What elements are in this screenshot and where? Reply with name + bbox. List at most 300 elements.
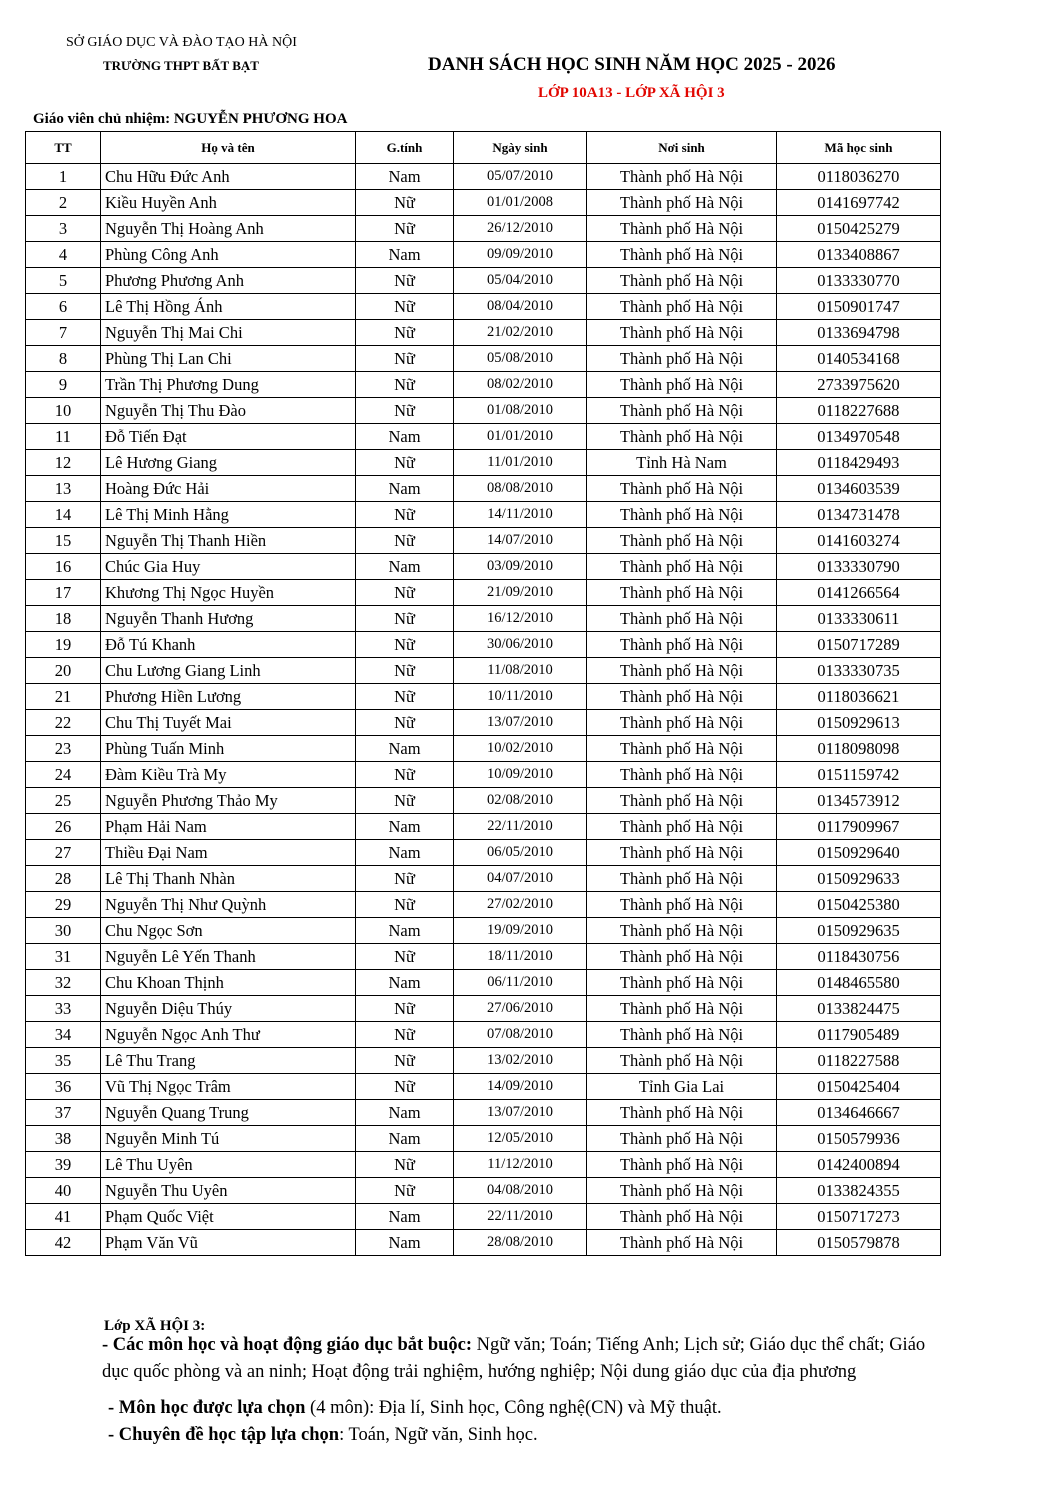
cell-student-id: 0151159742 <box>777 762 941 788</box>
cell-name: Phương Phương Anh <box>101 268 356 294</box>
cell-gender: Nữ <box>356 710 454 736</box>
cell-gender: Nam <box>356 736 454 762</box>
cell-birthplace: Thành phố Hà Nội <box>587 580 777 606</box>
cell-student-id: 0133824475 <box>777 996 941 1022</box>
cell-student-id: 0118036621 <box>777 684 941 710</box>
cell-tt: 2 <box>26 190 101 216</box>
cell-student-id: 0118098098 <box>777 736 941 762</box>
cell-dob: 08/04/2010 <box>454 294 587 320</box>
cell-gender: Nam <box>356 1230 454 1256</box>
cell-tt: 7 <box>26 320 101 346</box>
table-row <box>26 944 941 970</box>
cell-name: Lê Hương Giang <box>101 450 356 476</box>
table-row <box>26 242 941 268</box>
cell-student-id: 0133330611 <box>777 606 941 632</box>
cell-student-id: 0117905489 <box>777 1022 941 1048</box>
cell-dob: 22/11/2010 <box>454 814 587 840</box>
cell-gender: Nữ <box>356 684 454 710</box>
table-row <box>26 294 941 320</box>
table-row <box>26 1022 941 1048</box>
cell-student-id: 0134970548 <box>777 424 941 450</box>
table-row <box>26 398 941 424</box>
cell-dob: 26/12/2010 <box>454 216 587 242</box>
cell-gender: Nữ <box>356 372 454 398</box>
cell-student-id: 0150579878 <box>777 1230 941 1256</box>
cell-tt: 15 <box>26 528 101 554</box>
cell-student-id: 0133694798 <box>777 320 941 346</box>
cell-name: Phạm Văn Vũ <box>101 1230 356 1256</box>
cell-student-id: 0134731478 <box>777 502 941 528</box>
cell-name: Phùng Tuấn Minh <box>101 736 356 762</box>
cell-gender: Nữ <box>356 346 454 372</box>
table-row <box>26 1048 941 1074</box>
cell-tt: 41 <box>26 1204 101 1230</box>
cell-dob: 13/07/2010 <box>454 710 587 736</box>
cell-dob: 04/07/2010 <box>454 866 587 892</box>
cell-dob: 08/08/2010 <box>454 476 587 502</box>
cell-birthplace: Thành phố Hà Nội <box>587 840 777 866</box>
table-row <box>26 1230 941 1256</box>
cell-dob: 01/01/2008 <box>454 190 587 216</box>
cell-name: Chu Khoan Thịnh <box>101 970 356 996</box>
table-row <box>26 1152 941 1178</box>
cell-name: Phạm Quốc Việt <box>101 1204 356 1230</box>
cell-name: Nguyễn Thị Hoàng Anh <box>101 216 356 242</box>
cell-gender: Nam <box>356 476 454 502</box>
cell-birthplace: Thành phố Hà Nội <box>587 294 777 320</box>
table-row <box>26 450 941 476</box>
cell-student-id: 0150929635 <box>777 918 941 944</box>
cell-birthplace: Thành phố Hà Nội <box>587 866 777 892</box>
cell-birthplace: Thành phố Hà Nội <box>587 996 777 1022</box>
cell-birthplace: Thành phố Hà Nội <box>587 1100 777 1126</box>
cell-birthplace: Thành phố Hà Nội <box>587 788 777 814</box>
cell-student-id: 0142400894 <box>777 1152 941 1178</box>
cell-name: Chúc Gia Huy <box>101 554 356 580</box>
cell-student-id: 0118429493 <box>777 450 941 476</box>
cell-dob: 05/04/2010 <box>454 268 587 294</box>
cell-gender: Nữ <box>356 320 454 346</box>
elective-subjects <box>108 1398 722 1419</box>
cell-dob: 14/09/2010 <box>454 1074 587 1100</box>
table-row <box>26 1126 941 1152</box>
cell-tt: 5 <box>26 268 101 294</box>
mandatory-text: Ngữ văn; Toán; Tiếng Anh; Lịch sử; Giáo dục thể chất; Giáo dục quốc phòng và an ninh; Hoạt động trải nghiệm, hướng nghiệp; Nội dung giáo dục của địa phương <box>102 1335 926 1382</box>
cell-student-id: 0133824355 <box>777 1178 941 1204</box>
cell-gender: Nữ <box>356 1048 454 1074</box>
table-row <box>26 1204 941 1230</box>
cell-tt: 39 <box>26 1152 101 1178</box>
cell-birthplace: Thành phố Hà Nội <box>587 736 777 762</box>
cell-dob: 02/08/2010 <box>454 788 587 814</box>
table-row <box>26 788 941 814</box>
cell-tt: 20 <box>26 658 101 684</box>
cell-name: Hoàng Đức Hải <box>101 476 356 502</box>
column-header-gender: G.tính <box>356 132 454 164</box>
student-rows <box>26 164 941 1256</box>
cell-name: Nguyễn Minh Tú <box>101 1126 356 1152</box>
cell-name: Nguyễn Quang Trung <box>101 1100 356 1126</box>
cell-birthplace: Thành phố Hà Nội <box>587 970 777 996</box>
cell-birthplace: Thành phố Hà Nội <box>587 1230 777 1256</box>
cell-tt: 35 <box>26 1048 101 1074</box>
cell-birthplace: Thành phố Hà Nội <box>587 476 777 502</box>
cell-birthplace: Thành phố Hà Nội <box>587 164 777 190</box>
cell-tt: 24 <box>26 762 101 788</box>
cell-birthplace: Thành phố Hà Nội <box>587 814 777 840</box>
cell-tt: 13 <box>26 476 101 502</box>
cell-birthplace: Thành phố Hà Nội <box>587 372 777 398</box>
cell-dob: 10/11/2010 <box>454 684 587 710</box>
cell-gender: Nam <box>356 164 454 190</box>
cell-birthplace: Thành phố Hà Nội <box>587 1048 777 1074</box>
table-row <box>26 710 941 736</box>
cell-name: Lê Thị Hồng Ánh <box>101 294 356 320</box>
cell-student-id: 0134646667 <box>777 1100 941 1126</box>
cell-tt: 37 <box>26 1100 101 1126</box>
cell-name: Nguyễn Ngọc Anh Thư <box>101 1022 356 1048</box>
cell-gender: Nữ <box>356 528 454 554</box>
cell-name: Đỗ Tú Khanh <box>101 632 356 658</box>
cell-student-id: 0141697742 <box>777 190 941 216</box>
cell-tt: 30 <box>26 918 101 944</box>
cell-dob: 18/11/2010 <box>454 944 587 970</box>
table-row <box>26 1178 941 1204</box>
cell-name: Nguyễn Lê Yến Thanh <box>101 944 356 970</box>
cell-name: Thiều Đại Nam <box>101 840 356 866</box>
cell-birthplace: Thành phố Hà Nội <box>587 216 777 242</box>
cell-birthplace: Thành phố Hà Nội <box>587 528 777 554</box>
table-row <box>26 268 941 294</box>
table-row <box>26 580 941 606</box>
notes-title: Lớp XÃ HỘI 3: <box>104 1318 206 1334</box>
table-row <box>26 840 941 866</box>
table-row <box>26 892 941 918</box>
cell-student-id: 0150717289 <box>777 632 941 658</box>
column-header-birthplace: Nơi sinh <box>587 132 777 164</box>
cell-birthplace: Thành phố Hà Nội <box>587 242 777 268</box>
cell-birthplace: Tỉnh Hà Nam <box>587 450 777 476</box>
cell-gender: Nữ <box>356 788 454 814</box>
cell-name: Chu Hữu Đức Anh <box>101 164 356 190</box>
cell-student-id: 0150929613 <box>777 710 941 736</box>
cell-dob: 12/05/2010 <box>454 1126 587 1152</box>
cell-gender: Nữ <box>356 658 454 684</box>
cell-student-id: 0133330770 <box>777 268 941 294</box>
cell-birthplace: Thành phố Hà Nội <box>587 762 777 788</box>
cell-student-id: 0150929633 <box>777 866 941 892</box>
cell-birthplace: Thành phố Hà Nội <box>587 1126 777 1152</box>
table-row <box>26 814 941 840</box>
cell-name: Nguyễn Thu Uyên <box>101 1178 356 1204</box>
table-row <box>26 346 941 372</box>
cell-student-id: 0141266564 <box>777 580 941 606</box>
table-row <box>26 684 941 710</box>
cell-gender: Nữ <box>356 1074 454 1100</box>
cell-gender: Nữ <box>356 502 454 528</box>
cell-name: Phương Hiền Lương <box>101 684 356 710</box>
cell-tt: 25 <box>26 788 101 814</box>
table-row <box>26 762 941 788</box>
cell-name: Lê Thu Uyên <box>101 1152 356 1178</box>
homeroom-teacher: Giáo viên chủ nhiệm: NGUYỄN PHƯƠNG HOA <box>33 111 348 127</box>
cell-dob: 13/07/2010 <box>454 1100 587 1126</box>
cell-tt: 14 <box>26 502 101 528</box>
table-row <box>26 372 941 398</box>
cell-dob: 16/12/2010 <box>454 606 587 632</box>
cell-gender: Nữ <box>356 190 454 216</box>
cell-student-id: 0133408867 <box>777 242 941 268</box>
cell-name: Nguyễn Thanh Hương <box>101 606 356 632</box>
cell-student-id: 0150579936 <box>777 1126 941 1152</box>
cell-tt: 27 <box>26 840 101 866</box>
elective-text: (4 môn): Địa lí, Sinh học, Công nghệ(CN) và Mỹ thuật. <box>310 1398 722 1418</box>
cell-gender: Nam <box>356 840 454 866</box>
table-row <box>26 320 941 346</box>
cell-tt: 16 <box>26 554 101 580</box>
cell-gender: Nữ <box>356 216 454 242</box>
table-row <box>26 866 941 892</box>
cell-tt: 18 <box>26 606 101 632</box>
cell-tt: 23 <box>26 736 101 762</box>
cell-tt: 38 <box>26 1126 101 1152</box>
cell-dob: 01/01/2010 <box>454 424 587 450</box>
cell-student-id: 0150425380 <box>777 892 941 918</box>
cell-name: Chu Thị Tuyết Mai <box>101 710 356 736</box>
cell-tt: 28 <box>26 866 101 892</box>
cell-student-id: 0150929640 <box>777 840 941 866</box>
cell-name: Phùng Công Anh <box>101 242 356 268</box>
table-row <box>26 164 941 190</box>
cell-birthplace: Thành phố Hà Nội <box>587 1178 777 1204</box>
table-row <box>26 502 941 528</box>
cell-tt: 42 <box>26 1230 101 1256</box>
cell-student-id: 0118036270 <box>777 164 941 190</box>
study-topics <box>108 1425 538 1446</box>
cell-name: Lê Thu Trang <box>101 1048 356 1074</box>
table-row <box>26 996 941 1022</box>
cell-birthplace: Thành phố Hà Nội <box>587 632 777 658</box>
cell-gender: Nam <box>356 1204 454 1230</box>
cell-name: Đỗ Tiến Đạt <box>101 424 356 450</box>
cell-tt: 8 <box>26 346 101 372</box>
cell-gender: Nữ <box>356 1022 454 1048</box>
document-title: DANH SÁCH HỌC SINH NĂM HỌC 2025 - 2026 <box>428 54 836 75</box>
cell-dob: 03/09/2010 <box>454 554 587 580</box>
cell-birthplace: Thành phố Hà Nội <box>587 502 777 528</box>
table-row <box>26 424 941 450</box>
cell-tt: 31 <box>26 944 101 970</box>
cell-student-id: 0150717273 <box>777 1204 941 1230</box>
cell-birthplace: Thành phố Hà Nội <box>587 606 777 632</box>
elective-label: - Môn học được lựa chọn <box>108 1398 306 1418</box>
topics-label: - Chuyên đề học tập lựa chọn <box>108 1425 340 1445</box>
cell-gender: Nữ <box>356 1152 454 1178</box>
cell-dob: 08/02/2010 <box>454 372 587 398</box>
class-subtitle: LỚP 10A13 - LỚP XÃ HỘI 3 <box>538 85 725 101</box>
cell-dob: 10/02/2010 <box>454 736 587 762</box>
cell-gender: Nữ <box>356 398 454 424</box>
cell-dob: 14/07/2010 <box>454 528 587 554</box>
cell-gender: Nam <box>356 554 454 580</box>
cell-name: Phùng Thị Lan Chi <box>101 346 356 372</box>
cell-name: Nguyễn Thị Thanh Hiền <box>101 528 356 554</box>
cell-tt: 17 <box>26 580 101 606</box>
cell-birthplace: Thành phố Hà Nội <box>587 190 777 216</box>
cell-dob: 22/11/2010 <box>454 1204 587 1230</box>
cell-birthplace: Tỉnh Gia Lai <box>587 1074 777 1100</box>
cell-birthplace: Thành phố Hà Nội <box>587 1204 777 1230</box>
cell-student-id: 0148465580 <box>777 970 941 996</box>
cell-birthplace: Thành phố Hà Nội <box>587 268 777 294</box>
cell-gender: Nữ <box>356 866 454 892</box>
cell-dob: 01/08/2010 <box>454 398 587 424</box>
cell-gender: Nam <box>356 970 454 996</box>
mandatory-subjects <box>102 1332 934 1386</box>
mandatory-subjects-clip <box>100 1332 960 1400</box>
table-row <box>26 190 941 216</box>
column-header-name: Họ và tên <box>101 132 356 164</box>
cell-birthplace: Thành phố Hà Nội <box>587 684 777 710</box>
cell-tt: 34 <box>26 1022 101 1048</box>
cell-name: Nguyễn Diệu Thúy <box>101 996 356 1022</box>
cell-gender: Nam <box>356 1126 454 1152</box>
cell-tt: 3 <box>26 216 101 242</box>
cell-student-id: 2733975620 <box>777 372 941 398</box>
cell-gender: Nữ <box>356 450 454 476</box>
cell-birthplace: Thành phố Hà Nội <box>587 658 777 684</box>
cell-tt: 11 <box>26 424 101 450</box>
cell-dob: 07/08/2010 <box>454 1022 587 1048</box>
cell-dob: 06/05/2010 <box>454 840 587 866</box>
cell-name: Nguyễn Thị Như Quỳnh <box>101 892 356 918</box>
table-row <box>26 476 941 502</box>
cell-dob: 14/11/2010 <box>454 502 587 528</box>
table-row <box>26 1074 941 1100</box>
cell-dob: 11/08/2010 <box>454 658 587 684</box>
table-header-row <box>26 132 941 164</box>
cell-gender: Nữ <box>356 944 454 970</box>
cell-birthplace: Thành phố Hà Nội <box>587 892 777 918</box>
cell-name: Nguyễn Thị Mai Chi <box>101 320 356 346</box>
column-header-tt: TT <box>26 132 101 164</box>
cell-name: Vũ Thị Ngọc Trâm <box>101 1074 356 1100</box>
cell-name: Lê Thị Minh Hằng <box>101 502 356 528</box>
cell-gender: Nam <box>356 814 454 840</box>
cell-name: Kiều Huyền Anh <box>101 190 356 216</box>
cell-birthplace: Thành phố Hà Nội <box>587 1022 777 1048</box>
cell-tt: 10 <box>26 398 101 424</box>
cell-birthplace: Thành phố Hà Nội <box>587 424 777 450</box>
table-row <box>26 736 941 762</box>
cell-gender: Nữ <box>356 268 454 294</box>
cell-gender: Nữ <box>356 606 454 632</box>
table-row <box>26 658 941 684</box>
cell-tt: 32 <box>26 970 101 996</box>
cell-dob: 13/02/2010 <box>454 1048 587 1074</box>
cell-tt: 12 <box>26 450 101 476</box>
cell-name: Lê Thị Thanh Nhàn <box>101 866 356 892</box>
cell-dob: 28/08/2010 <box>454 1230 587 1256</box>
cell-gender: Nam <box>356 918 454 944</box>
cell-tt: 19 <box>26 632 101 658</box>
cell-gender: Nam <box>356 242 454 268</box>
table-row <box>26 606 941 632</box>
cell-gender: Nữ <box>356 892 454 918</box>
cell-birthplace: Thành phố Hà Nội <box>587 944 777 970</box>
table-row <box>26 970 941 996</box>
table-row <box>26 1100 941 1126</box>
cell-birthplace: Thành phố Hà Nội <box>587 554 777 580</box>
cell-name: Phạm Hải Nam <box>101 814 356 840</box>
cell-name: Khương Thị Ngọc Huyền <box>101 580 356 606</box>
cell-dob: 06/11/2010 <box>454 970 587 996</box>
cell-tt: 4 <box>26 242 101 268</box>
cell-gender: Nữ <box>356 294 454 320</box>
cell-student-id: 0141603274 <box>777 528 941 554</box>
mandatory-label: - Các môn học và hoạt động giáo dục bắt buộc: <box>102 1335 473 1355</box>
cell-tt: 40 <box>26 1178 101 1204</box>
student-table <box>25 131 941 1256</box>
cell-dob: 21/09/2010 <box>454 580 587 606</box>
cell-dob: 19/09/2010 <box>454 918 587 944</box>
cell-student-id: 0134603539 <box>777 476 941 502</box>
cell-tt: 21 <box>26 684 101 710</box>
cell-student-id: 0118227688 <box>777 398 941 424</box>
cell-tt: 29 <box>26 892 101 918</box>
cell-student-id: 0118430756 <box>777 944 941 970</box>
cell-dob: 30/06/2010 <box>454 632 587 658</box>
cell-dob: 05/07/2010 <box>454 164 587 190</box>
cell-student-id: 0150425404 <box>777 1074 941 1100</box>
table-row <box>26 216 941 242</box>
cell-dob: 27/06/2010 <box>454 996 587 1022</box>
cell-dob: 10/09/2010 <box>454 762 587 788</box>
column-header-dob: Ngày sinh <box>454 132 587 164</box>
cell-gender: Nữ <box>356 996 454 1022</box>
cell-tt: 26 <box>26 814 101 840</box>
cell-gender: Nữ <box>356 580 454 606</box>
cell-dob: 21/02/2010 <box>454 320 587 346</box>
cell-gender: Nam <box>356 424 454 450</box>
cell-name: Chu Ngọc Sơn <box>101 918 356 944</box>
cell-birthplace: Thành phố Hà Nội <box>587 346 777 372</box>
cell-tt: 1 <box>26 164 101 190</box>
cell-dob: 11/01/2010 <box>454 450 587 476</box>
cell-name: Chu Lương Giang Linh <box>101 658 356 684</box>
table-row <box>26 632 941 658</box>
cell-dob: 11/12/2010 <box>454 1152 587 1178</box>
cell-gender: Nữ <box>356 1178 454 1204</box>
cell-dob: 27/02/2010 <box>454 892 587 918</box>
cell-student-id: 0134573912 <box>777 788 941 814</box>
cell-birthplace: Thành phố Hà Nội <box>587 398 777 424</box>
cell-tt: 22 <box>26 710 101 736</box>
table-row <box>26 918 941 944</box>
cell-birthplace: Thành phố Hà Nội <box>587 320 777 346</box>
table-row <box>26 528 941 554</box>
cell-tt: 6 <box>26 294 101 320</box>
cell-name: Đàm Kiều Trà My <box>101 762 356 788</box>
cell-student-id: 0140534168 <box>777 346 941 372</box>
table-row <box>26 554 941 580</box>
cell-student-id: 0150901747 <box>777 294 941 320</box>
cell-name: Nguyễn Phương Thảo My <box>101 788 356 814</box>
cell-gender: Nữ <box>356 632 454 658</box>
cell-name: Nguyễn Thị Thu Đào <box>101 398 356 424</box>
cell-birthplace: Thành phố Hà Nội <box>587 710 777 736</box>
cell-dob: 04/08/2010 <box>454 1178 587 1204</box>
